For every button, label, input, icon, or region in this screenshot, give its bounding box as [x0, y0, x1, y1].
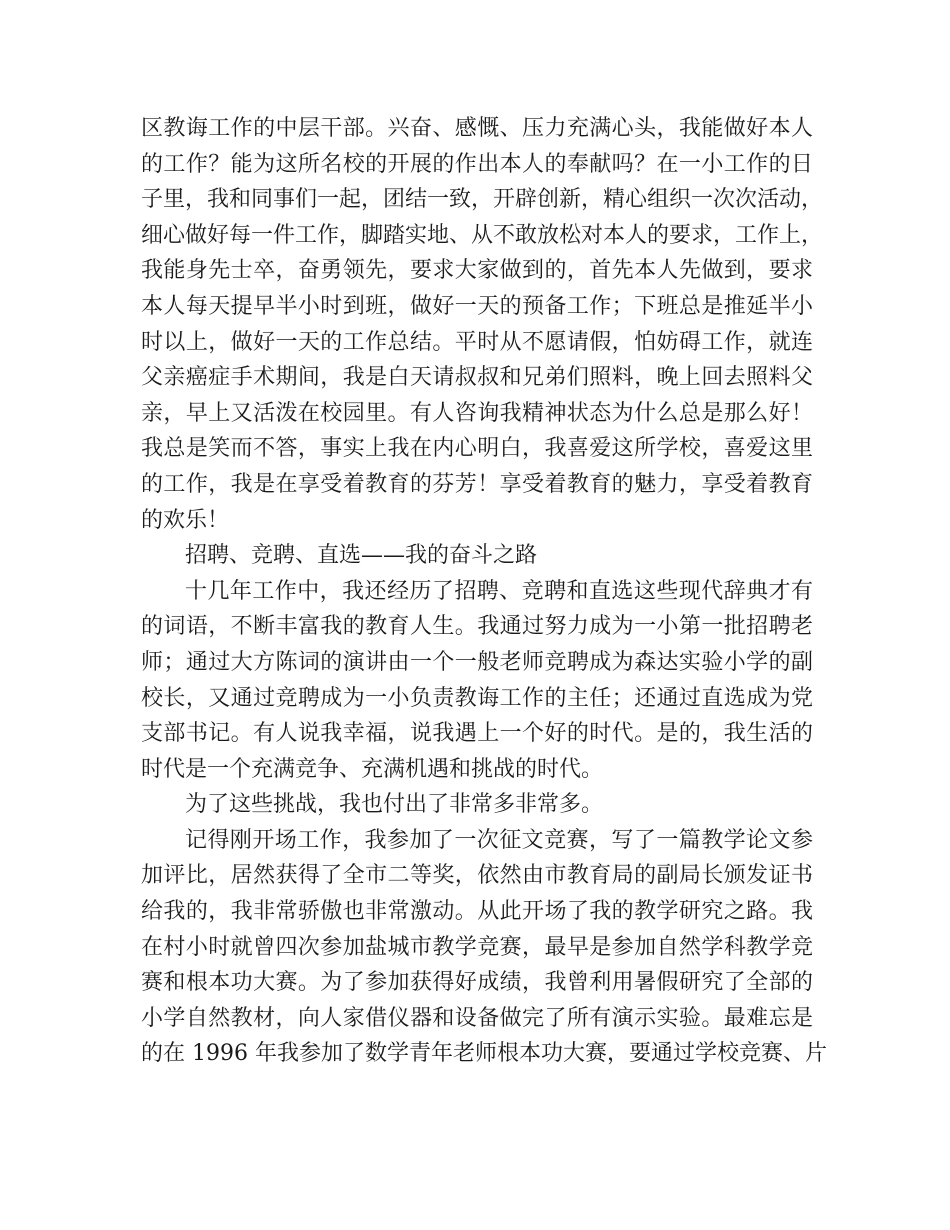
- text-line: 给我的，我非常骄傲也非常激动。从此开场了我的教学研究之路。我: [141, 899, 813, 925]
- text-line: 时代是一个充满竞争、充满机遇和挑战的时代。: [141, 756, 604, 782]
- text-line: 师；通过大方陈词的演讲由一个一般老师竞聘成为森达实验小学的副: [141, 649, 813, 675]
- text-line: 在村小时就曾四次参加盐城市教学竞赛，最早是参加自然学科教学竞: [141, 934, 813, 960]
- text-line: 的词语，不断丰富我的教育人生。我通过努力成为一小第一批招聘老: [141, 614, 813, 640]
- text-line: 的在 1996 年我参加了数学青年老师根本功大赛，要通过学校竞赛、片: [141, 1041, 827, 1067]
- text-line: 加评比，居然获得了全市二等奖，依然由市教育局的副局长颁发证书: [141, 863, 813, 889]
- paragraph: [141, 574, 813, 788]
- text-line: 我总是笑而不答，事实上我在内心明白，我喜爱这所学校，喜爱这里: [141, 436, 813, 462]
- text-line: 亲，早上又活泼在校园里。有人咨询我精神状态为什么总是那么好！: [141, 400, 813, 426]
- text-line: 父亲癌症手术期间，我是白天请叔叔和兄弟们照料，晚上回去照料父: [141, 365, 813, 391]
- text-line: 赛和根本功大赛。为了参加获得好成绩，我曾利用暑假研究了全部的: [141, 970, 813, 996]
- paragraph: [141, 787, 813, 823]
- paragraph: [141, 538, 813, 574]
- text-line: 校长，又通过竞聘成为一小负责教诲工作的主任；还通过直选成为党: [141, 685, 813, 711]
- text-line: 时以上，做好一天的工作总结。平时从不愿请假，怕妨碍工作，就连: [141, 329, 813, 355]
- text-line: 细心做好每一件工作，脚踏实地、从不敢放松对本人的要求，工作上，: [141, 222, 824, 248]
- text-line: 记得刚开场工作，我参加了一次征文竞赛，写了一篇教学论文参: [185, 827, 813, 853]
- text-line: 的工作？能为这所名校的开展的作出本人的奉献吗？在一小工作的日: [141, 151, 813, 177]
- paragraph: [141, 111, 824, 538]
- paragraph: [141, 823, 827, 1072]
- text-line: 支部书记。有人说我幸福，说我遇上一个好的时代。是的，我生活的: [141, 721, 813, 747]
- text-line: 区教诲工作的中层干部。兴奋、感慨、压力充满心头，我能做好本人: [141, 116, 813, 141]
- text-line: 子里，我和同事们一起，团结一致，开辟创新，精心组织一次次活动，: [141, 187, 824, 213]
- text-line: 为了这些挑战，我也付出了非常多非常多。: [185, 792, 604, 818]
- text-line: 十几年工作中，我还经历了招聘、竞聘和直选这些现代辞典才有: [185, 578, 813, 604]
- text-line: 本人每天提早半小时到班，做好一天的预备工作；下班总是推延半小: [141, 293, 813, 319]
- text-line: 小学自然教材，向人家借仪器和设备做完了所有演示实验。最难忘是: [141, 1005, 813, 1031]
- text-line: 的工作，我是在享受着教育的芬芳！享受着教育的魅力，享受着教育: [141, 471, 813, 497]
- text-line: 的欢乐！: [141, 507, 230, 533]
- text-line: 招聘、竞聘、直选——我的奋斗之路: [185, 543, 538, 569]
- text-line: 我能身先士卒，奋勇领先，要求大家做到的，首先本人先做到，要求: [141, 258, 813, 284]
- document-body: [141, 111, 827, 1072]
